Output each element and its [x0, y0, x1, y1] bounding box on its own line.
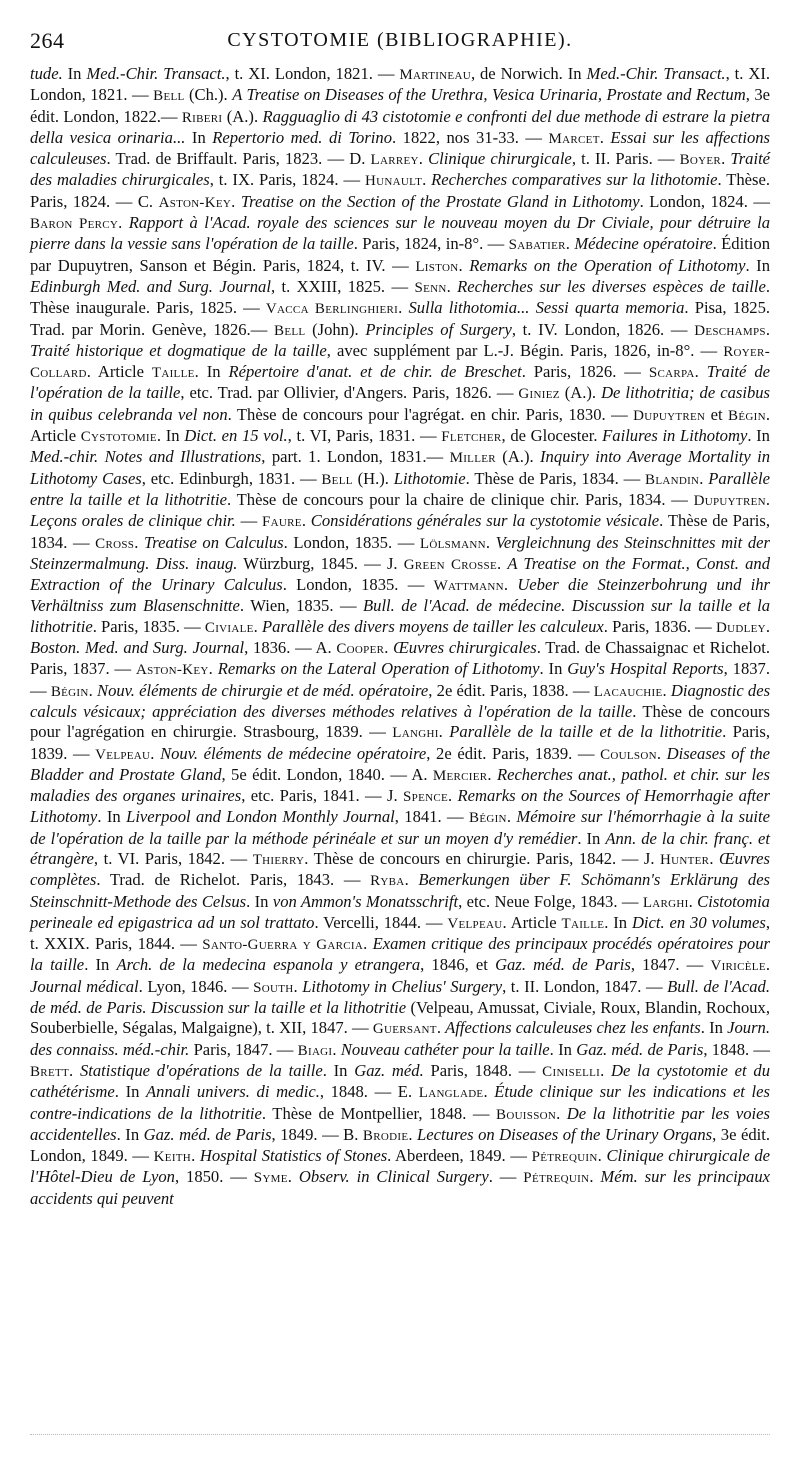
- title-run: Examen critique des principaux procédés opératoires pour la taille: [30, 934, 770, 975]
- text-run: . In: [322, 1060, 355, 1080]
- text-run: , 1847. —: [630, 955, 711, 975]
- title-run: Lithotomy in Chelius' Surgery: [302, 976, 503, 996]
- text-run: , avec supplément par L.-J. Bégin. Paris, 1826, in-8°. —: [326, 340, 724, 360]
- title-run: Cistotomia perineale ed epigastrica ad un sol trattato: [30, 891, 770, 932]
- author-run: Taille: [151, 365, 195, 382]
- author-run: Hunault: [364, 173, 423, 190]
- title-run: Essai sur les affections calculeuses: [30, 127, 771, 169]
- title-run: Gaz. méd.: [354, 1060, 424, 1080]
- text-run: . —: [488, 1167, 524, 1187]
- text-run: .: [503, 575, 518, 595]
- text-run: , t. XXIII, 1825. —: [270, 276, 415, 296]
- author-run: Santo-Guerra y Garcia: [202, 937, 364, 954]
- text-run: In: [185, 127, 213, 147]
- title-run: Med.-chir. Notes and Illustrations: [30, 447, 262, 467]
- author-run: Hunter: [660, 851, 710, 868]
- title-run: Œuvres complètes: [30, 848, 771, 890]
- title-run: Med.-Chir. Transact.: [86, 64, 226, 83]
- text-run: .: [301, 511, 311, 531]
- text-run: .: [293, 976, 303, 996]
- text-run: . In: [156, 426, 185, 446]
- text-run: . Thèse de Paris, 1834. —: [30, 511, 771, 552]
- title-run: Guy's Hospital Reports: [567, 659, 724, 679]
- text-run: .: [656, 743, 667, 763]
- text-run: .: [422, 170, 432, 190]
- text-run: , part. 1. London, 1831.—: [261, 447, 450, 467]
- text-run: .: [485, 532, 496, 552]
- title-run: Parallèle entre la taille et la lithotritie: [30, 468, 771, 509]
- author-run: Sabatier: [508, 237, 566, 254]
- author-run: Scarpa: [648, 365, 695, 382]
- text-run: , 1837. —: [30, 659, 771, 700]
- text-run: . Paris, 1836. —: [603, 616, 716, 636]
- title-run: Traité des maladies chirurgicales: [30, 149, 771, 190]
- text-run: .: [662, 680, 671, 700]
- text-run: , etc. Neue Folge, 1843. —: [458, 891, 643, 911]
- text-run: .: [565, 234, 575, 254]
- author-run: Giniez: [518, 386, 560, 403]
- author-run: Riberi: [181, 109, 223, 126]
- title-run: Rapport à l'Acad. royale des sciences sur le nouveau moyen du Dr Civiale, pour détruire la pierre dans la vessie sans l'opération de la taille: [30, 213, 771, 254]
- text-run: . Pisa, 1825. Trad. par Morin. Genève, 1826.—: [30, 298, 771, 339]
- text-run: , 2e édit. Paris, 1838. —: [428, 680, 594, 700]
- text-run: .: [436, 1018, 446, 1038]
- text-run: , 3e édit. London, 1822.—: [30, 85, 770, 126]
- running-head: [30, 28, 770, 62]
- title-run: Clinique chirurgicale de l'Hôtel-Dieu de Lyon: [30, 1146, 771, 1187]
- text-run: . Article: [30, 404, 770, 446]
- text-run: .: [709, 848, 720, 868]
- text-run: .: [721, 149, 731, 169]
- text-run: . Thèse de Montpellier, 1848. —: [261, 1103, 497, 1123]
- text-run: . Thèse de concours en chirurgie. Paris, 1842. — J.: [304, 848, 661, 868]
- text-run: .: [287, 1167, 299, 1187]
- author-run: Syme: [253, 1170, 288, 1187]
- author-run: Miller: [449, 450, 496, 467]
- author-run: Langlade: [418, 1085, 484, 1102]
- title-run: Vergleichnung des Steinschnittes mit der Steinzermalmung. Diss. inaug.: [30, 532, 770, 573]
- author-run: Bégin: [50, 683, 89, 700]
- title-run: Edinburgh Med. and Surg. Journal: [30, 276, 271, 296]
- author-run: Vacca Berlinghieri: [265, 301, 399, 318]
- author-run: Cooper: [336, 641, 385, 658]
- author-run: Bell: [274, 322, 306, 339]
- author-run: Larrey: [370, 152, 419, 169]
- text-run: .: [332, 1039, 341, 1059]
- title-run: Arch. de la medecina espanola y etrangera: [116, 955, 421, 975]
- title-run: Étude clinique sur les indications et les contre-indications de la lithotritie: [30, 1082, 770, 1123]
- title-run: Parallèle de la taille et de la lithotritie: [449, 722, 723, 742]
- title-run: Med.-Chir. Transact.: [586, 64, 726, 83]
- text-run: .: [363, 934, 373, 954]
- title-run: Gaz. méd. de Paris: [576, 1039, 704, 1059]
- text-run: . London, 1835. —: [282, 575, 434, 595]
- text-run: , t. VI. Paris, 1842. —: [93, 848, 253, 868]
- title-run: A Treatise on the Format., Const. and Extraction of the Urinary Calculus: [30, 553, 770, 595]
- author-run: Viricèle: [710, 958, 766, 975]
- author-run: Aston-Key: [136, 662, 209, 679]
- title-run: Liverpool and London Monthly Journal: [126, 807, 395, 827]
- text-run: , t. XXIX. Paris, 1844. —: [30, 912, 770, 954]
- title-run: Ann. de la chir. franç. et étrangère: [30, 828, 770, 868]
- text-run: , t. IX. Paris, 1824. —: [209, 170, 365, 190]
- text-run: , etc. Trad. par Ollivier, d'Angers. Paris, 1826. —: [180, 383, 519, 403]
- text-run: . Article: [502, 912, 562, 932]
- text-run: .: [408, 1124, 418, 1144]
- author-run: Faure: [262, 514, 302, 531]
- author-run: Boyer: [679, 152, 722, 169]
- title-run: Répertoire d'anat. et de chir. de Breschet: [228, 362, 522, 382]
- title-run: Principles of Surgery: [365, 319, 512, 339]
- document-page: [30, 28, 770, 1209]
- text-run: .: [597, 1146, 607, 1166]
- title-run: Journ. des connaiss. méd.-chir.: [30, 1018, 770, 1059]
- author-run: Cystotomie: [80, 429, 157, 446]
- author-run: Marcet: [548, 130, 600, 147]
- bibliography-text: [30, 64, 770, 1209]
- author-run: Pétrequin: [523, 1170, 590, 1187]
- author-run: Cross: [95, 535, 135, 552]
- title-run: Recherches comparatives sur la lithotomie: [431, 170, 718, 190]
- title-run: A Treatise on Diseases of the Urethra, Vesica Urinaria, Prostate and Rectum: [232, 85, 746, 105]
- title-run: Médecine opératoire: [574, 234, 713, 254]
- author-run: Brett: [30, 1063, 69, 1080]
- title-run: De la lithotritie par les voies accidentelles: [30, 1103, 770, 1144]
- title-run: tude.: [30, 64, 68, 83]
- text-run: , 1848. — E.: [319, 1082, 419, 1102]
- text-run: . Wien, 1835. —: [239, 596, 364, 616]
- text-run: , 1836. — A.: [244, 638, 337, 658]
- title-run: Parallèle des divers moyens de tailler les calculeux: [262, 616, 604, 636]
- author-run: Pétrequin: [531, 1149, 598, 1166]
- title-run: Mémoire sur l'hémorrhagie à la suite de l'opération de la taille par la méthode périnéale et sur un moyen d'y remédier: [30, 807, 770, 848]
- text-run: . London, 1824. —: [639, 191, 770, 211]
- text-run: .: [384, 638, 394, 658]
- text-run: .: [418, 149, 429, 169]
- text-run: . Thèse de concours pour la chaire de clinique chir. Paris, 1834. —: [227, 489, 694, 509]
- text-run: . Thèse de Paris, 1834. —: [465, 468, 646, 488]
- text-run: . In: [97, 807, 127, 827]
- author-run: Brodie: [362, 1127, 409, 1144]
- text-run: (Velpeau, Amussat, Civiale, Roux, Blandin, Rochoux, Souberbielle, Ségalas, Malgaigne), t. XII, 1847. —: [30, 998, 770, 1038]
- title-run: Bemerkungen über F. Schömann's Erklärung des Steinschnitt-Methode des Celsus: [30, 870, 771, 911]
- page-number: 264: [30, 28, 65, 53]
- author-run: Bégin: [469, 810, 507, 827]
- text-run: , t. XI. London, 1821. —: [225, 64, 400, 83]
- author-run: Ciniselli: [542, 1063, 601, 1080]
- author-run: Ryba: [370, 873, 405, 890]
- text-run: , t. II. London, 1847. —: [502, 976, 668, 996]
- title-run: Leçons orales de clinique chir.: [30, 511, 236, 531]
- text-run: . In: [194, 362, 229, 382]
- text-run: . Paris, 1839. —: [30, 722, 771, 763]
- title-run: Failures in Lithotomy: [602, 426, 748, 446]
- text-run: . In: [539, 659, 568, 679]
- text-run: .: [765, 319, 770, 339]
- text-run: Paris, 1847. —: [189, 1039, 298, 1059]
- author-run: Bell: [321, 471, 353, 488]
- author-run: Senn: [414, 279, 447, 296]
- text-run: .: [765, 616, 771, 636]
- title-run: De la cystotomie et du cathétérisme: [30, 1060, 771, 1102]
- text-run: .: [694, 362, 707, 382]
- text-run: .: [688, 891, 698, 911]
- text-run: (H.).: [352, 468, 394, 488]
- text-run: .: [134, 532, 144, 552]
- text-run: .: [446, 276, 458, 296]
- author-run: Spence: [403, 789, 448, 806]
- author-run: Bégin: [728, 407, 766, 424]
- title-run: Mém. sur les principaux accidents qui peuvent: [30, 1167, 770, 1208]
- text-run: .: [88, 680, 97, 700]
- text-run: , de Norwich. In: [470, 64, 587, 83]
- text-run: .: [589, 1167, 601, 1187]
- text-run: . Aberdeen, 1849. —: [387, 1146, 532, 1166]
- text-run: .: [253, 616, 262, 636]
- text-run: (A.).: [495, 447, 541, 467]
- text-run: . Lyon, 1846. —: [138, 976, 254, 996]
- author-run: Dupuytren: [633, 407, 706, 424]
- title-run: Lithotomie: [393, 468, 466, 488]
- text-run: In: [67, 64, 87, 83]
- text-run: .: [556, 1103, 567, 1123]
- text-run: .: [765, 489, 770, 509]
- author-run: Lacauchie: [593, 683, 663, 700]
- author-run: Martineau: [399, 67, 471, 83]
- text-run: .: [69, 1060, 80, 1080]
- title-run: Inquiry into Average Mortality in Lithotomy Cases: [30, 447, 770, 488]
- text-run: . Trad. de Chassaignac et Richelot. Paris, 1837. —: [30, 638, 771, 679]
- title-run: Remarks on the Operation of Lithotomy: [469, 255, 746, 275]
- author-run: Coulson: [600, 746, 657, 763]
- text-run: . In: [116, 1124, 144, 1144]
- author-run: Baron Percy: [30, 216, 119, 233]
- text-run: , etc. Edinburgh, 1831. —: [141, 468, 322, 488]
- text-run: . In: [604, 912, 632, 932]
- author-run: Biagi: [297, 1042, 333, 1059]
- author-run: Liston: [415, 258, 459, 275]
- text-run: . Édition par Dupuytren, Sanson et Bégin. Paris, 1824, t. IV. —: [30, 234, 771, 275]
- text-run: . Trad. de Briffault. Paris, 1823. — D.: [106, 149, 371, 169]
- author-run: Civiale: [204, 619, 254, 636]
- text-run: . In: [246, 891, 273, 911]
- title-run: Traité historique et dogmatique de la taille: [30, 340, 327, 360]
- text-run: .: [600, 1060, 612, 1080]
- text-run: . In: [114, 1082, 147, 1102]
- title-run: Clinique chirurgicale: [428, 149, 572, 169]
- author-run: Deschamps: [694, 322, 766, 339]
- text-run: .: [765, 955, 770, 975]
- text-run: .: [699, 468, 709, 488]
- author-run: Royer-Collard: [30, 343, 770, 382]
- title-run: Treatise on Calculus: [143, 532, 284, 552]
- title-run: Boston. Med. and Surg. Journal: [30, 638, 245, 658]
- text-run: . Paris, 1835. —: [92, 616, 205, 636]
- text-run: (Ch.).: [184, 85, 233, 105]
- text-run: .: [150, 743, 161, 763]
- text-run: . Vercelli, 1844. —: [314, 912, 448, 932]
- text-run: , de Glocester.: [501, 426, 603, 446]
- text-run: , 3e édit. London, 1849. —: [30, 1124, 770, 1166]
- text-run: , t. XI. London, 1821. —: [30, 64, 771, 105]
- author-run: South: [253, 979, 294, 996]
- text-run: , 1846, et: [420, 955, 496, 975]
- title-run: Journal médical: [30, 976, 139, 996]
- title-run: Dict. en 15 vol.: [184, 426, 288, 446]
- title-run: De lithotritia; de casibus in quibus celebranda vel non: [30, 383, 770, 424]
- text-run: . In: [84, 955, 117, 975]
- text-run: (A.).: [222, 106, 263, 126]
- text-run: . In: [549, 1039, 577, 1059]
- text-run: (A.).: [559, 383, 602, 403]
- title-run: Bull. de l'Acad. de médecine. Discussion sur la taille et la lithotritie: [30, 596, 770, 636]
- text-run: .: [458, 255, 470, 275]
- title-run: von Ammon's Monatsschrift: [272, 891, 459, 911]
- title-run: Dict. en 30 volumes: [631, 912, 766, 932]
- title-run: Bull. de l'Acad. de méd. de Paris. Discussion sur la taille et la lithotritie: [30, 976, 770, 1018]
- text-run: , t. VI, Paris, 1831. —: [287, 426, 442, 446]
- text-run: . In: [700, 1018, 728, 1038]
- text-run: .: [191, 1146, 200, 1166]
- title-run: Annali univers. di medic.: [146, 1082, 320, 1102]
- text-run: . London, 1835. —: [283, 532, 420, 552]
- text-run: . Paris, 1826. —: [521, 362, 649, 382]
- text-run: . 1822, nos 31-33. —: [392, 127, 549, 147]
- text-run: , 1849. — B.: [271, 1124, 363, 1144]
- text-run: .: [208, 659, 218, 679]
- author-run: Langhi: [392, 725, 439, 742]
- title-run: Traité de l'opération de la taille: [30, 362, 770, 403]
- author-run: Dupuytren: [693, 492, 766, 509]
- text-run: . In: [577, 828, 606, 848]
- text-run: . In: [747, 426, 770, 446]
- page-heading: CYSTOTOMIE (BIBLIOGRAPHIE).: [227, 29, 573, 51]
- author-run: Wattmann: [433, 578, 504, 595]
- text-run: .: [398, 298, 409, 318]
- text-run: .: [118, 213, 129, 233]
- title-run: Remarks on the Lateral Operation of Lithotomy: [217, 659, 540, 679]
- title-run: Observ. in Clinical Surgery: [298, 1167, 489, 1187]
- title-run: Diagnostic des calculs vésicaux; appréciation des diverses méthodes relatives à l'opération de la taille: [30, 680, 771, 721]
- author-run: Mercier: [432, 767, 488, 784]
- author-run: Lölsmann: [419, 535, 486, 552]
- text-run: Würzburg, 1845. — J.: [237, 553, 404, 573]
- text-run: . Trad. de Richelot. Paris, 1843. —: [96, 870, 371, 890]
- text-run: Paris, 1848. —: [423, 1060, 543, 1080]
- text-run: , etc. Paris, 1841. — J.: [241, 786, 404, 806]
- title-run: Lectures on Diseases of the Urinary Organs: [417, 1124, 713, 1144]
- text-run: , 1848. —: [703, 1039, 771, 1059]
- text-run: . Thèse de concours pour l'agrégation en chirurgie. Strasbourg, 1839. —: [30, 701, 770, 742]
- text-run: , 2e édit. Paris, 1839. —: [426, 743, 601, 763]
- title-run: Nouv. éléments de médecine opératoire: [160, 743, 427, 763]
- title-run: Gaz. méd. de Paris: [495, 955, 631, 975]
- text-run: .: [483, 1082, 495, 1102]
- title-run: Sulla lithotomia... Sessi quarta memoria: [408, 298, 685, 318]
- author-run: Bouisson: [496, 1106, 557, 1123]
- title-run: Affections calculeuses chez les enfants: [445, 1018, 701, 1038]
- text-run: .: [231, 191, 241, 211]
- text-run: . Paris, 1824, in-8°. —: [353, 234, 509, 254]
- text-run: . Article: [86, 362, 152, 382]
- text-run: .: [438, 722, 450, 742]
- text-run: .: [506, 807, 517, 827]
- author-run: Fletcher: [441, 429, 502, 446]
- title-run: Nouv. éléments de chirurgie et de méd. opératoire: [97, 680, 429, 700]
- author-run: Aston-Key: [158, 194, 232, 211]
- author-run: Keith: [153, 1149, 192, 1166]
- text-run: (John).: [305, 319, 366, 339]
- text-run: .: [404, 870, 419, 890]
- author-run: Dudley: [715, 619, 766, 636]
- author-run: Larghi: [642, 894, 689, 911]
- author-run: Green Crosse: [403, 556, 497, 573]
- author-run: Velpeau: [95, 746, 151, 763]
- text-run: , 5e édit. London, 1840. — A.: [221, 764, 433, 784]
- author-run: Blandin: [645, 471, 700, 488]
- title-run: Recherches anat., pathol. et chir. sur les maladies des organes urinaires: [30, 764, 770, 806]
- title-run: Statistique d'opérations de la taille: [79, 1060, 323, 1080]
- author-run: Guersant: [372, 1021, 437, 1038]
- text-run: , 1850. —: [174, 1167, 254, 1187]
- title-run: Nouveau cathéter pour la taille: [340, 1039, 550, 1059]
- title-run: Recherches sur les diverses espèces de taille: [457, 276, 766, 296]
- title-run: Diseases of the Bladder and Prostate Gland: [30, 743, 771, 784]
- title-run: Treatise on the Section of the Prostate Gland in Lithotomy: [240, 191, 640, 211]
- text-run: , 1841. —: [394, 807, 470, 827]
- title-run: Œuvres chirurgicales: [393, 638, 537, 658]
- text-run: , t. IV. London, 1826. —: [511, 319, 695, 339]
- title-run: Gaz. méd. de Paris: [143, 1124, 272, 1144]
- title-run: Remarks on the Sources of Hemorrhagie after Lithotomy: [30, 786, 770, 827]
- author-run: Thierry: [252, 851, 305, 868]
- text-run: . Thèse de concours pour l'agrégat. en chir. Paris, 1830. —: [227, 404, 634, 424]
- title-run: Ueber die Steinzerbohrung und ihr Verhältniss zum Blasenschnitte: [30, 575, 771, 616]
- text-run: . Thèse inaugurale. Paris, 1825. —: [30, 276, 770, 318]
- title-run: Repertorio med. di Torino: [212, 127, 393, 147]
- title-run: Considérations générales sur la cystotomie vésicale: [310, 511, 660, 531]
- author-run: Velpeau: [447, 915, 503, 932]
- author-run: Taille: [561, 915, 605, 932]
- text-run: . In: [745, 255, 771, 275]
- text-run: . Thèse. Paris, 1824. — C.: [30, 170, 770, 211]
- bottom-rule: [30, 1434, 770, 1435]
- text-run: —: [235, 511, 263, 531]
- author-run: Bell: [153, 88, 185, 105]
- text-run: .: [599, 127, 611, 147]
- title-run: Ragguaglio di 43 cistotomie e confronti del due methode di estrare la pietra della vesica orinaria...: [30, 106, 770, 147]
- title-run: Hospital Statistics of Stones: [199, 1146, 388, 1166]
- text-run: .: [487, 764, 497, 784]
- text-run: , t. II. Paris. —: [571, 149, 680, 169]
- text-run: .: [448, 786, 458, 806]
- text-run: et: [705, 404, 729, 424]
- text-run: .: [496, 553, 508, 573]
